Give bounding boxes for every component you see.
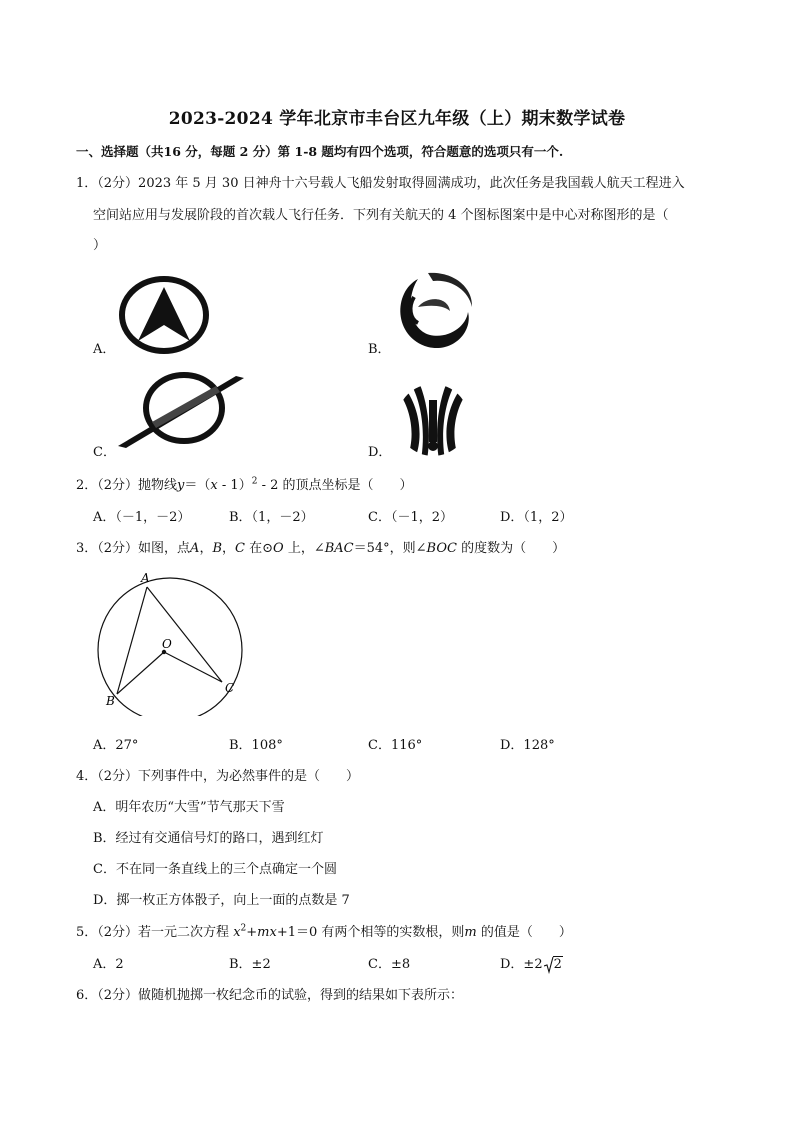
q3-stem: 3．（2分）如图，点A，B，C 在⊙O 上，∠BAC＝54°，则∠BOC 的度数为（ ） bbox=[76, 541, 566, 556]
sqrt-symbol: 2 bbox=[544, 956, 563, 974]
q5-option-a: A．2 bbox=[93, 957, 124, 972]
segment-oc bbox=[164, 652, 222, 682]
q3-option-a: A．27° bbox=[93, 738, 139, 753]
label-a: A bbox=[141, 571, 150, 585]
icon-d-sphere-emblem bbox=[393, 380, 473, 460]
q2-option-b: B．（1，－2） bbox=[229, 510, 314, 525]
label-c: C bbox=[225, 681, 235, 695]
q4-option-a: A．明年农历“大雪”节气那天下雪 bbox=[93, 800, 285, 815]
q2-stem: 2．（2分）抛物线y＝（x - 1）$^2$ - 2 的顶点坐标是（ ） bbox=[76, 476, 413, 493]
q1-option-d: D． bbox=[368, 445, 392, 460]
q4-option-c: C．不在同一条直线上的三个点确定一个圆 bbox=[93, 862, 337, 877]
q1-line2: 空间站应用与发展阶段的首次载人飞行任务．下列有关航天的 4 个图标图案中是中心对称图形的是（ bbox=[93, 208, 669, 223]
section-heading: 一、选择题（共16 分，每题 2 分）第 1-8 题均有四个选项，符合题意的选项只有一个. bbox=[76, 144, 564, 159]
q4-option-d: D．掷一枚正方体骰子，向上一面的点数是 7 bbox=[93, 893, 350, 908]
q5-stem: 5．（2分）若一元二次方程 $x^2+mx+1=0$ 有两个相等的实数根，则m 的值是（ ） bbox=[76, 923, 572, 940]
q1-line1: 1．（2分）2023 年 5 月 30 日神舟十六号载人飞船发射取得圆满成功，此次任务是我国载人航天工程进入 bbox=[76, 176, 685, 191]
icon-c-orbit-emblem bbox=[116, 370, 246, 450]
segment-ac bbox=[147, 587, 222, 682]
q6-stem: 6．（2分）做随机抛掷一枚纪念币的试验，得到的结果如下表所示： bbox=[76, 988, 464, 1003]
q2-option-c: C．（－1，2） bbox=[368, 510, 453, 525]
q1-line3: ） bbox=[93, 238, 107, 253]
q5-option-c: C．±8 bbox=[368, 957, 411, 972]
q4-option-b: B．经过有交通信号灯的路口，遇到红灯 bbox=[93, 831, 324, 846]
label-o: O bbox=[162, 637, 172, 651]
q1-option-a: A． bbox=[93, 342, 116, 357]
icon-a-arrow-emblem bbox=[118, 275, 210, 355]
q2-option-d: D．（1，2） bbox=[500, 510, 573, 525]
circle-diagram bbox=[90, 568, 250, 716]
q3-option-c: C．116° bbox=[368, 738, 423, 753]
page-title: 2023-2024 学年北京市丰台区九年级（上）期末数学试卷 bbox=[168, 109, 626, 129]
q3-option-d: D．128° bbox=[500, 738, 555, 753]
q5-option-d: D．±2 2 bbox=[500, 957, 562, 972]
segment-ob bbox=[117, 652, 164, 694]
q2-option-a: A．（－1，－2） bbox=[93, 510, 191, 525]
q1-option-b: B． bbox=[368, 342, 391, 357]
q5-option-b: B．±2 bbox=[229, 957, 271, 972]
q4-stem: 4．（2分）下列事件中，为必然事件的是（ ） bbox=[76, 769, 360, 784]
q1-option-c: C． bbox=[93, 445, 116, 460]
label-b: B bbox=[106, 694, 115, 708]
icon-b-swirl-emblem bbox=[388, 267, 478, 357]
q3-option-b: B．108° bbox=[229, 738, 283, 753]
segment-ab bbox=[117, 587, 147, 694]
